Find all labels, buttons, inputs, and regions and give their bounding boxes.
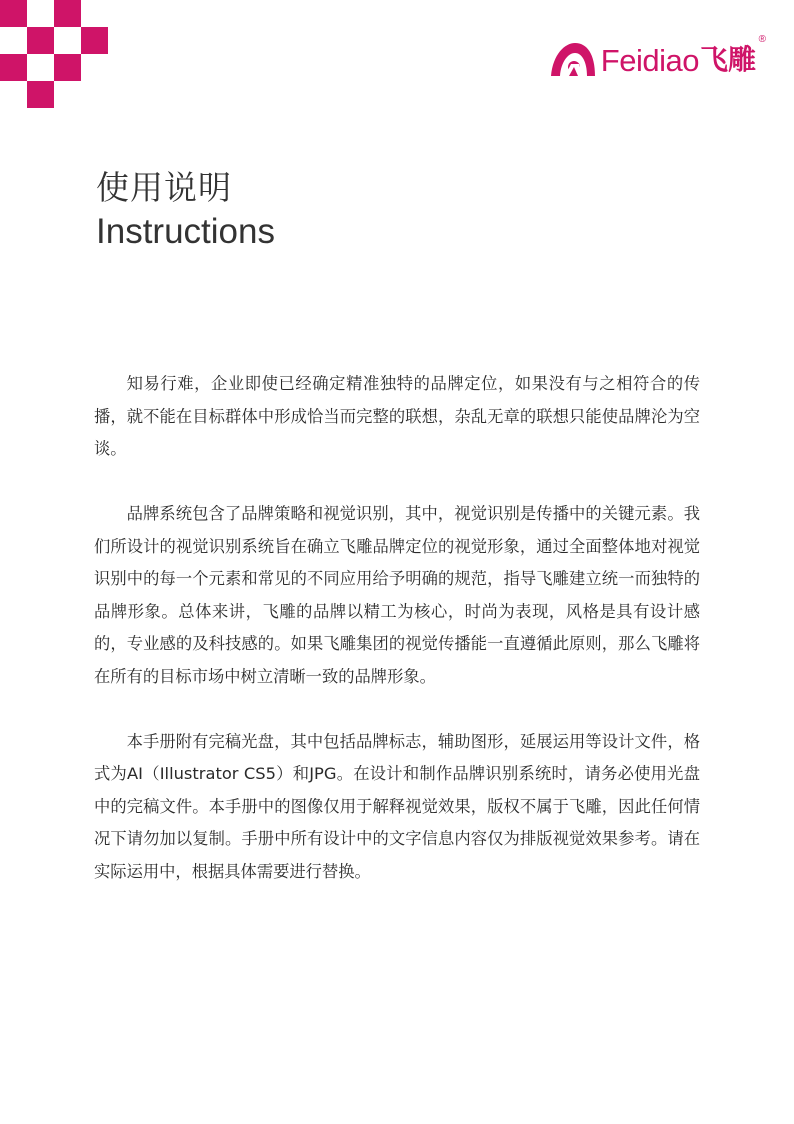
checker-square <box>0 0 27 27</box>
brand-name-cn: 飞雕 <box>699 43 756 76</box>
checker-square <box>54 54 81 81</box>
paragraph: 品牌系统包含了品牌策略和视觉识别，其中，视觉识别是传播中的关键元素。我们所设计的视觉识别系统旨在确立飞雕品牌定位的视觉形象，通过全面整体地对视觉识别中的每一个元素和常见的不同应用给予明确的规范，指导飞雕建立统一而独特的品牌形象。总体来讲，飞雕的品牌以精工为核心，时尚为表现，风格是具有设计感的，专业感的及科技感的。如果飞雕集团的视觉传播能一直遵循此原则，那么飞雕将在所有的目标市场中树立清晰一致的品牌形象。 <box>94 504 700 686</box>
checker-square <box>27 81 54 108</box>
brand-logo <box>547 34 766 82</box>
page-title-en: Instructions <box>96 212 275 251</box>
checker-pattern-decoration <box>0 0 110 110</box>
checker-square <box>0 54 27 81</box>
feidiao-emblem-icon <box>547 40 599 80</box>
checker-square <box>27 27 54 54</box>
brand-name-en: Feidiao <box>600 42 699 78</box>
page-title-cn: 使用说明 <box>96 168 232 207</box>
paragraph: 本手册附有完稿光盘，其中包括品牌标志，辅助图形，延展运用等设计文件，格式为AI（Illustrator CS5）和JPG。在设计和制作品牌识别系统时，请务必使用光盘中的完稿文件。本手册中的图像仅用于解释视觉效果，版权不属于飞雕，因此任何情况下请勿加以复制。手册中所有设计中的文字信息内容仅为排版视觉效果参考。请在实际运用中，根据具体需要进行替换。 <box>94 731 700 881</box>
body-text <box>94 368 700 921</box>
checker-square <box>54 0 81 27</box>
checker-square <box>81 27 108 54</box>
paragraph: 知易行难，企业即使已经确定精准独特的品牌定位，如果没有与之相符合的传播，就不能在目标群体中形成恰当而完整的联想，杂乱无章的联想只能使品牌沦为空谈。 <box>94 374 700 458</box>
registered-mark: ® <box>758 34 766 45</box>
